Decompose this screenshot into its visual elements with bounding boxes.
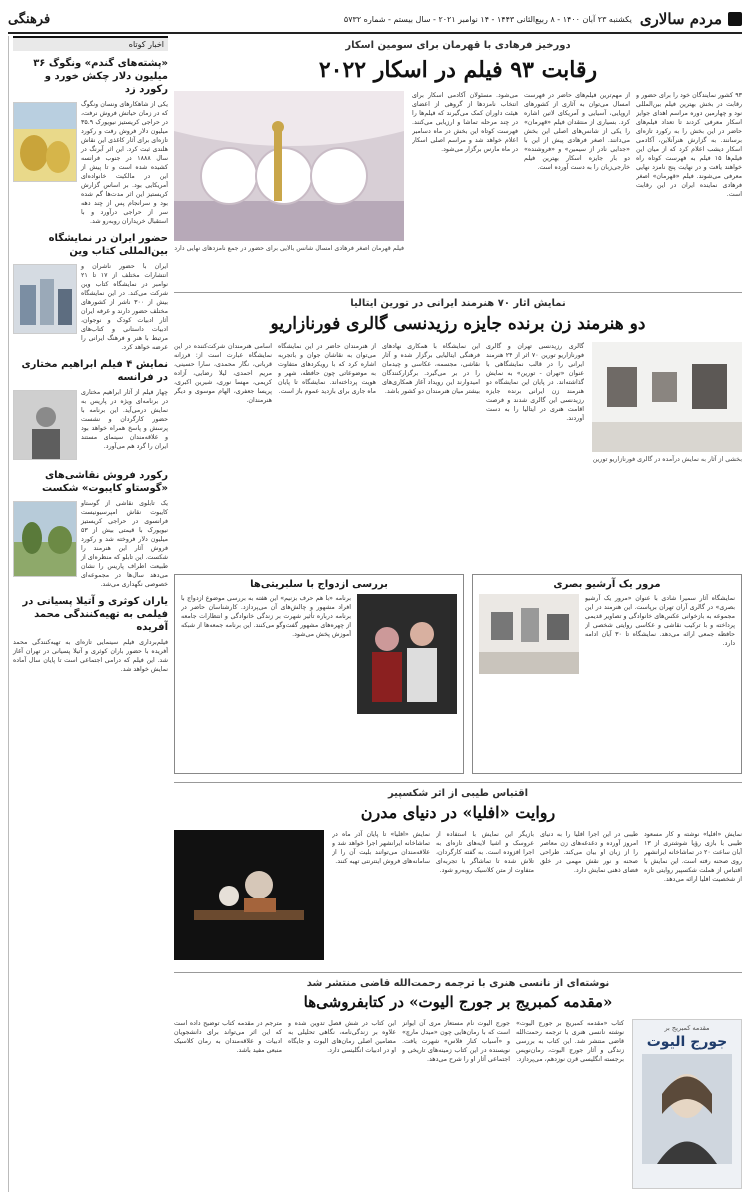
photo-block <box>174 91 404 281</box>
sidebar-item <box>13 57 168 226</box>
story-column: ۹۳ کشور نمایندگان خود را برای حضور و رقابت در بخش بهترین فیلم بین‌المللی نود و چهارمین دوره مراسم اهدای جوایز اسکار معرفی کردند تا تعداد فیلم‌های حاضر در این بخش را به رکورد تازه‌ای برسانند. به گزارش هنرآنلاین، آکادمی اسکار دیشب اعلام کرد که از میان این فیلم‌ها ۱۵ فیلم به فهرست کوتاه راه خواهند یافت و در نهایت پنج نامزد نهایی معرفی می‌شوند. فیلم «قهرمان» اصغر فرهادی نماینده ایران در این رقابت است. <box>636 92 742 198</box>
story-ophelia <box>174 788 742 966</box>
sidebar-item <box>13 595 168 674</box>
box-title: مرور یک آرشیو بصری <box>553 579 661 590</box>
story-column: از مهم‌ترین فیلم‌های حاضر در فهرست امسال می‌توان به آثاری از کشورهای اروپایی، آسیایی و آمریکای لاتین اشاره کرد. بسیاری از منتقدان فیلم «قهرمان» را یکی از شانس‌های اصلی این بخش می‌دانند. اصغر فرهادی پیش از این با «جدایی نادر از سیمین» و «فروشنده» دو بار جایزه اسکار بهترین فیلم خارجی‌زبان را به دست آورده است. <box>524 92 630 171</box>
divider <box>174 972 742 973</box>
masthead <box>8 6 742 34</box>
sidebar-item <box>13 358 168 463</box>
story-kicker: دورخیز فرهادی با قهرمان برای سومین اسکار <box>345 40 571 51</box>
box-body: نمایشگاه آثار سمیرا شادی با عنوان «مرور یک آرشیو بصری» در گالری آران تهران برپاست. این هنرمند در این مجموعه به بازخوانی عکس‌های خانوادگی و تصاویر قدیمی پرداخته و با ترکیب نقاشی و عکاسی روایتی شخصی از حافظه جمعی ارائه می‌دهد. نمایشگاه تا ۳۰ آبان ادامه دارد. <box>585 595 735 647</box>
sidebar-item-body: یکی از شاهکارهای ونسان ونگوگ که در زمان حیاتش فروش نرفت، در حراجی کریستیز نیویورک ۳۵.۹ میلیون دلار فروش رفت و رکورد تازه‌ای برای آثار کاغذی این نقاش هلندی ثبت کرد. این اثر آبرنگ در سال ۱۸۸۸ در جنوب فرانسه کشیده شده است و تا پیش از این در مالکیت خانواده‌ای آمریکایی بود. بر اساس گزارش کریستیز این اثر مدت‌ها گم شده بود و سرانجام پس از چند دهه سر از حراجی درآورد و با استقبال خریداران روبه‌رو شد. <box>81 101 168 225</box>
story-column: می‌شود. مسئولان آکادمی اسکار برای انتخاب نامزدها از گروهی از اعضای هیئت داوران کمک می‌گیرند که فیلم‌ها را در چند مرحله تماشا و ارزیابی می‌کنند. فهرست کوتاه این بخش در ماه دسامبر اعلام خواهد شد و مراسم اصلی اسکار در ماه مارس برگزار می‌شود. <box>412 92 518 153</box>
story-kicker: نمایش آثار ۷۰ هنرمند ایرانی در تورین ایتالیا <box>350 298 566 309</box>
photo-block <box>592 342 742 552</box>
sidebar-item-title: یاران کوثری و آتیلا پسیانی در فیلمی به تهیه‌کنندگی محمد آفریده <box>22 596 168 633</box>
sidebar-item-body: یک تابلوی نقاشی از گوستاو کایبوت نقاش امپرسیونیست فرانسوی در حراجی کریستیز نیویورک با قیمتی بیش از ۵۳ میلیون دلار فروخته شد و رکورد فروش آثار این هنرمند را شکست. این تابلو که منظره‌ای از طبیعت اطراف پاریس را نشان می‌دهد سال‌ها در مجموعه‌ای خصوصی نگهداری می‌شد. <box>81 500 168 588</box>
story-column: بازیگر این نمایش با استفاده از عروسک و اشیا لایه‌های تازه‌ای به اجرا افزوده است. به گفته کارگردان، تلاش شده تا تماشاگر با تجربه‌ای متفاوت از متن کلاسیک روبه‌رو شود. <box>436 831 534 874</box>
sidebar-item-body: چهار فیلم از آثار ابراهیم مختاری در برنامه‌ای ویژه در پاریس به نمایش درمی‌آید. این برنامه با حضور کارگردان و نشست پرسش و پاسخ همراه خواهد بود و علاقه‌مندان سینمای مستند ایران را گرد هم می‌آورد. <box>81 389 168 450</box>
story-book <box>174 978 742 1192</box>
story-column: کتاب «مقدمه کمبریج بر جورج الیوت» نوشته نانسی هنری با ترجمه رحمت‌الله قاضی منتشر شد. این کتاب به بررسی زندگی و آثار جورج الیوت، رمان‌نویس برجسته انگلیسی قرن نوزدهم، می‌پردازد. <box>516 1020 624 1063</box>
sidebar-news <box>8 36 168 1192</box>
masthead-logo: مردم سالاری <box>639 10 722 28</box>
sidebar-item-title: رکورد فروش نقاشی‌های «گوستاو کایبوت» شکست <box>42 470 168 494</box>
theatre-photo <box>174 830 324 960</box>
author-portrait <box>642 1054 732 1164</box>
exhibition-photo <box>479 594 579 674</box>
book-title: جورج الیوت <box>646 1034 728 1050</box>
sidebar-tag: اخبار کوتاه <box>13 36 168 51</box>
logo-mark-icon <box>728 12 742 26</box>
box-body: برنامه «با هم حرف بزنیم» این هفته به بررسی موضوع ازدواج با افراد مشهور و چالش‌های آن می‌پردازد. کارشناسان حاضر در برنامه درباره تأثیر شهرت بر زندگی خانوادگی و انتظارات جامعه از چهره‌های مشهور گفت‌وگو می‌کنند. این برنامه جمعه‌ها از شبکه آموزش پخش می‌شود. <box>181 595 351 638</box>
section-name: فرهنگی <box>8 11 51 27</box>
sidebar-item-body: فیلم‌برداری فیلم سینمایی تازه‌ای به تهیه‌کنندگی محمد آفریده با حضور باران کوثری و آتیلا پسیانی در تهران آغاز شد. این فیلم که درامی اجتماعی است تا پایان سال آماده نمایش خواهد شد. <box>13 639 168 673</box>
sidebar-item-title: حضور ایران در نمایشگاه بین‌المللی کتاب وین <box>48 233 168 257</box>
caillebotte-painting <box>13 501 77 577</box>
box-archive <box>472 574 742 774</box>
story-kicker: اقتباس طیبی از اثر شکسپیر <box>387 788 529 799</box>
story-headline: رقابت ۹۳ فیلم در اسکار ۲۰۲۲ <box>318 57 598 83</box>
sidebar-item <box>13 232 168 352</box>
story-column: این کتاب در شش فصل تدوین شده و علاوه بر زندگی‌نامه، نگاهی تحلیلی به مضامین اصلی رمان‌های الیوت و جایگاه او در ادبیات انگلیسی دارد. <box>288 1020 396 1054</box>
sidebar-item-title: «پشته‌های گندم» ونگوگ ۳۶ میلیون دلار چکش خورد و رکورد زد <box>33 58 168 95</box>
brand <box>640 10 742 28</box>
story-column: گالری رزیدنسی تهران و گالری فورنازاریو تورین ۷۰ اثر از ۲۴ هنرمند ایرانی را در قالب نمایشگاهی با عنوان «تهران - تورین» به نمایش گذاشته‌اند. در پایان این نمایشگاه دو هنرمند زن ایرانی برنده جایزه رزیدنسی این گالری شدند و فرصت اقامت هنری در ایتالیا را به دست آوردند. <box>486 343 584 422</box>
dateline: یکشنبه ۲۳ آبان ۱۴۰۰ - ۸ ربیع‌الثانی ۱۴۴۳ - ۱۴ نوامبر ۲۰۲۱ - سال بیستم - شماره ۵۷۳۲ <box>343 14 632 24</box>
divider <box>174 292 742 293</box>
story-turin <box>174 298 742 566</box>
bookfair-photo <box>13 264 77 334</box>
main-content <box>174 36 742 1192</box>
sidebar-item <box>13 469 168 589</box>
story-kicker: نوشته‌ای از نانسی هنری با ترجمه رحمت‌الله قاضی منتشر شد <box>306 978 610 989</box>
sidebar-item-title: نمایش ۴ فیلم ابراهیم مختاری در فرانسه <box>21 359 168 383</box>
photo-caption: فیلم قهرمان اصغر فرهادی امسال شانس بالایی برای حضور در جمع نامزدهای نهایی دارد <box>174 245 404 252</box>
story-column: مترجم در مقدمه کتاب توضیح داده است که این اثر می‌تواند برای دانشجویان ادبیات و علاقه‌مندان به رمان کلاسیک منبعی مفید باشد. <box>174 1020 282 1054</box>
oscar-stage-photo <box>174 91 404 241</box>
story-column: اسامی هنرمندان شرکت‌کننده در این نمایشگاه عبارت است از: فرزانه قربانی، نگار محمدی، سارا حسینی، مریم احمدی، لیلا رضایی، آزاده کریمی، مهسا نوری، شیرین اکبری، پریسا جعفری، الهام موسوی و دیگر هنرمندان. <box>174 343 272 404</box>
story-headline: «مقدمه کمبریج بر جورج الیوت» در کتابفروشی‌ها <box>303 993 613 1011</box>
photo-caption: بخشی از آثار به نمایش درآمده در گالری فورنازاریو تورین <box>592 456 742 463</box>
story-column: از هنرمندان حاضر در این نمایشگاه می‌توان به نقاشان جوان و باتجربه اشاره کرد که با رویکردهای متفاوت به موضوعاتی چون حافظه، شهر و هویت پرداخته‌اند. نمایشگاه تا پایان ماه جاری برای بازدید عموم باز است. <box>278 343 376 395</box>
story-column: نمایش «افلیا» تا پایان آذر ماه در تماشاخانه ایرانشهر اجرا خواهد شد و علاقه‌مندان می‌توانند بلیت آن را از سامانه‌های فروش اینترنتی تهیه کنند. <box>332 831 430 865</box>
story-oscar <box>174 38 742 286</box>
gallery-photo <box>592 342 742 452</box>
book-series: مقدمه کمبریج بر <box>664 1024 710 1032</box>
sidebar-item-body: ایران با حضور ناشران و انتشارات مختلف از ۱۷ تا ۲۱ نوامبر در نمایشگاه کتاب وین شرکت می‌کند. در این نمایشگاه بیش از ۳۰۰ ناشر از کشورهای مختلف حضور دارند و غرفه ایران آثار ادبیات کودک و نوجوان، ادبیات داستانی و کتاب‌های مرتبط با هنر و فرهنگ ایرانی را عرضه خواهد کرد. <box>81 263 168 351</box>
story-column: طیبی در این اجرا افلیا را به دنیای امروز آورده و دغدغه‌های زن معاصر را از زبان او بیان می‌کند. طراحی صحنه و نور نقش مهمی در خلق فضای ذهنی نمایش دارد. <box>540 831 638 874</box>
box-celebrity <box>174 574 464 774</box>
film-still <box>13 390 77 460</box>
story-column: این نمایشگاه با همکاری نهادهای فرهنگی ایتالیایی برگزار شده و آثار نقاشی، مجسمه، عکاسی و چیدمان را در بر می‌گیرد. برگزارکنندگان امیدوارند این رویداد آغاز همکاری‌های بیشتر میان هنرمندان دو کشور باشد. <box>382 343 480 395</box>
tv-show-photo <box>357 594 457 714</box>
story-headline: روایت «افلیا» در دنیای مدرن <box>360 803 556 822</box>
book-cover <box>632 1019 742 1189</box>
story-column: جورج الیوت نام مستعار مری آن ایوانز است که با رمان‌هایی چون «میدل مارچ» و «آسیاب کنار فلاس» شهرت یافت. نویسنده در این کتاب زمینه‌های تاریخی و اجتماعی آثار او را شرح می‌دهد. <box>402 1020 510 1063</box>
divider <box>174 782 742 783</box>
box-title: بررسی ازدواج با سلبریتی‌ها <box>250 579 388 590</box>
story-column: نمایش «افلیا» نوشته و کار مسعود طیبی با بازی رؤیا شوشتری از ۱۳ آبان ساعت ۲۰ در تماشاخانه ایرانشهر روی صحنه رفته است. این نمایش با اقتباس از هملت شکسپیر روایتی تازه از شخصیت افلیا ارائه می‌دهد. <box>644 831 742 883</box>
wheat-painting <box>13 102 77 182</box>
story-headline: دو هنرمند زن برنده جایزه رزیدنسی گالری فورنازاریو <box>270 314 646 334</box>
